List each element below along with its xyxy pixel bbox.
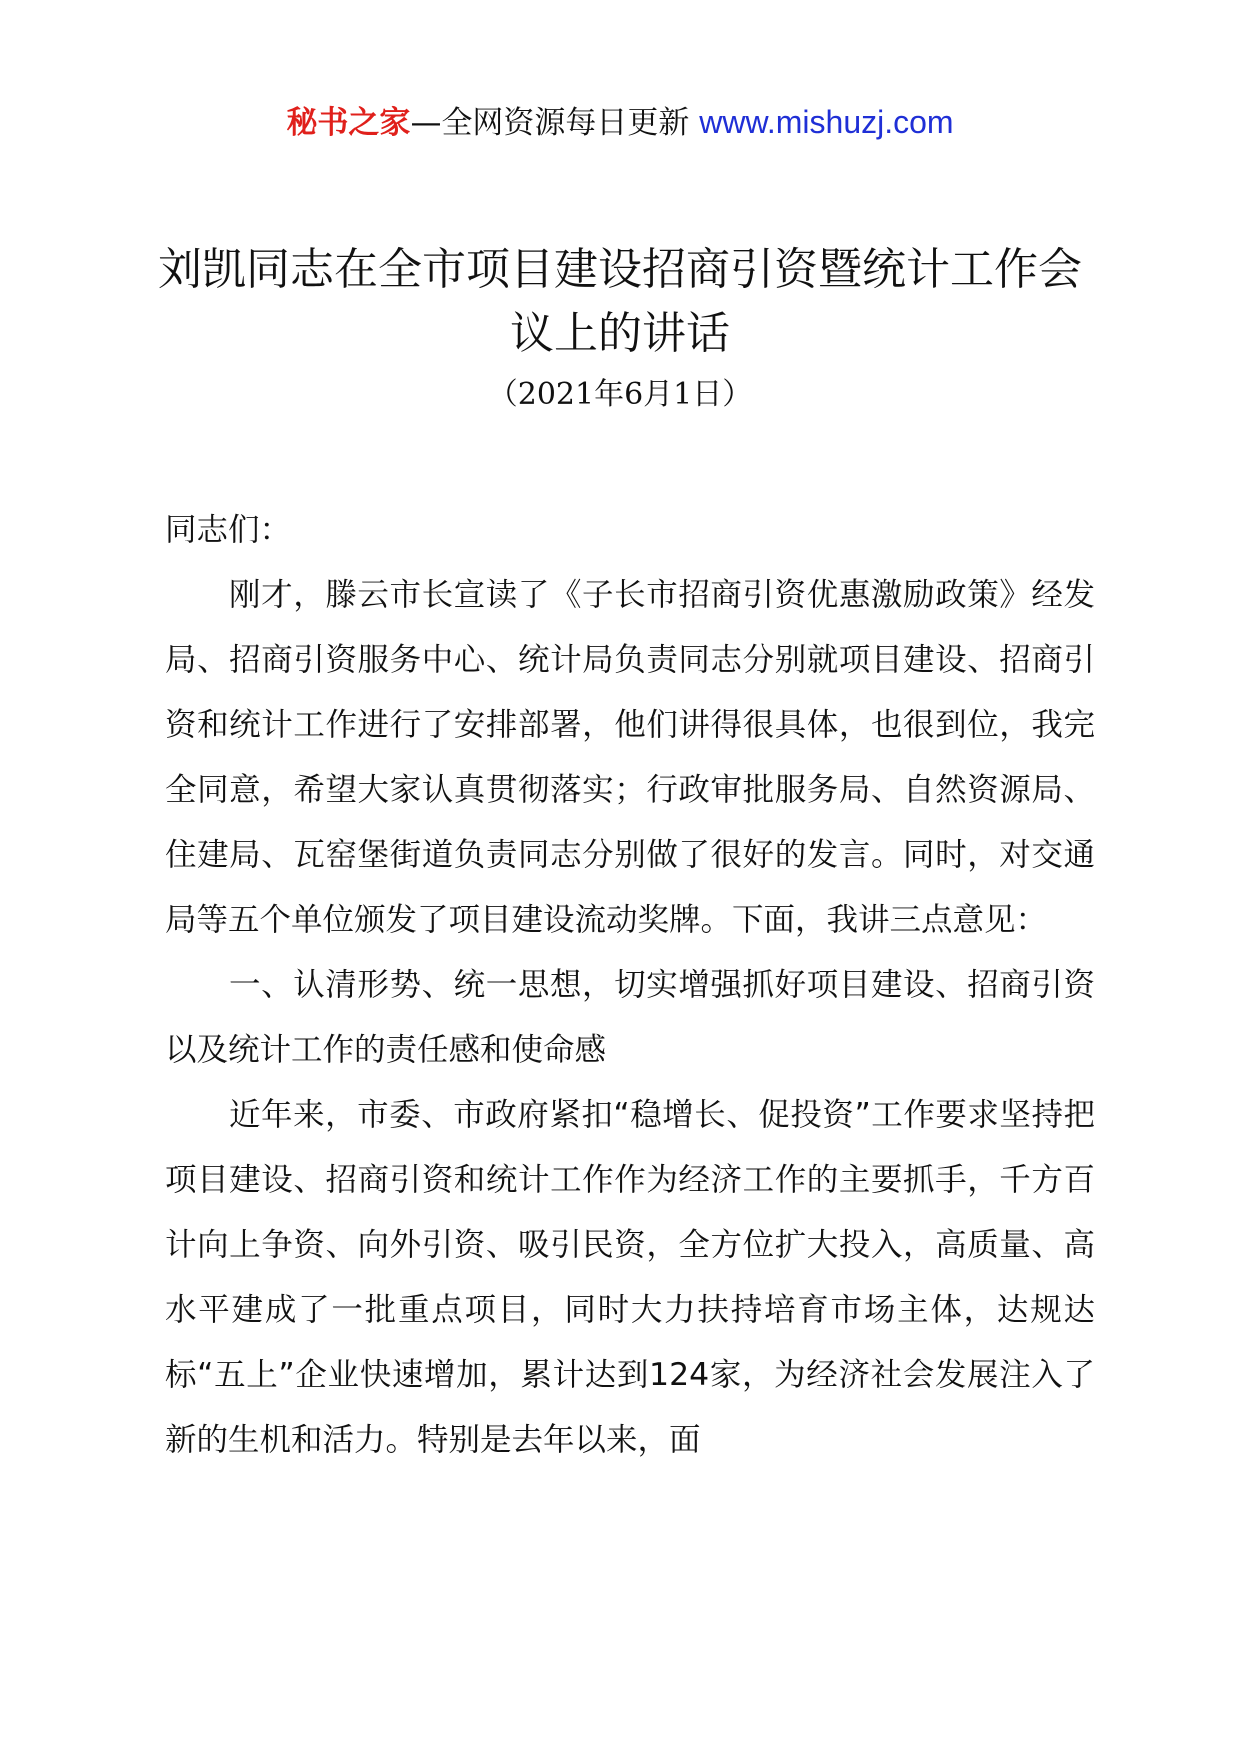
site-header — [0, 100, 1240, 145]
document-date: （2021年6月1日） — [487, 377, 753, 412]
salutation: 同志们： — [165, 512, 292, 548]
section-heading-1: 一、认清形势、统一思想，切实增强抓好项目建设、招商引资以及统计工作的责任感和使命感 — [165, 967, 1095, 1068]
brand-name: 秘书之家 — [286, 105, 411, 141]
paragraph-section-1: 近年来，市委、市政府紧扣“稳增长、促投资”工作要求坚持把项目建设、招商引资和统计工作作为经济工作的主要抓手，千方百计向上争资、向外引资、吸引民资，全方位扩大投入，高质量、高水平建成了一批重点项目，同时大力扶持培育市场主体，达规达标“五上”企业快速增加，累计达到124家，为经济社会发展注入了新的生机和活力。特别是去年以来，面 — [165, 1097, 1095, 1458]
document-body — [165, 498, 1095, 1473]
header-tagline: —全网资源每日更新 — [410, 105, 700, 141]
document-title: 刘凯同志在全市项目建设招商引资暨统计工作会议上的讲话 — [158, 244, 1082, 359]
site-link[interactable]: www.mishuzj.com — [699, 104, 954, 140]
paragraph-opening: 刚才，滕云市长宣读了《子长市招商引资优惠激励政策》经发局、招商引资服务中心、统计局负责同志分别就项目建设、招商引资和统计工作进行了安排部署，他们讲得很具体，也很到位，我完全同意，希望大家认真贯彻落实；行政审批服务局、自然资源局、住建局、瓦窑堡街道负责同志分别做了很好的发言。同时，对交通局等五个单位颁发了项目建设流动奖牌。下面，我讲三点意见： — [165, 577, 1095, 938]
